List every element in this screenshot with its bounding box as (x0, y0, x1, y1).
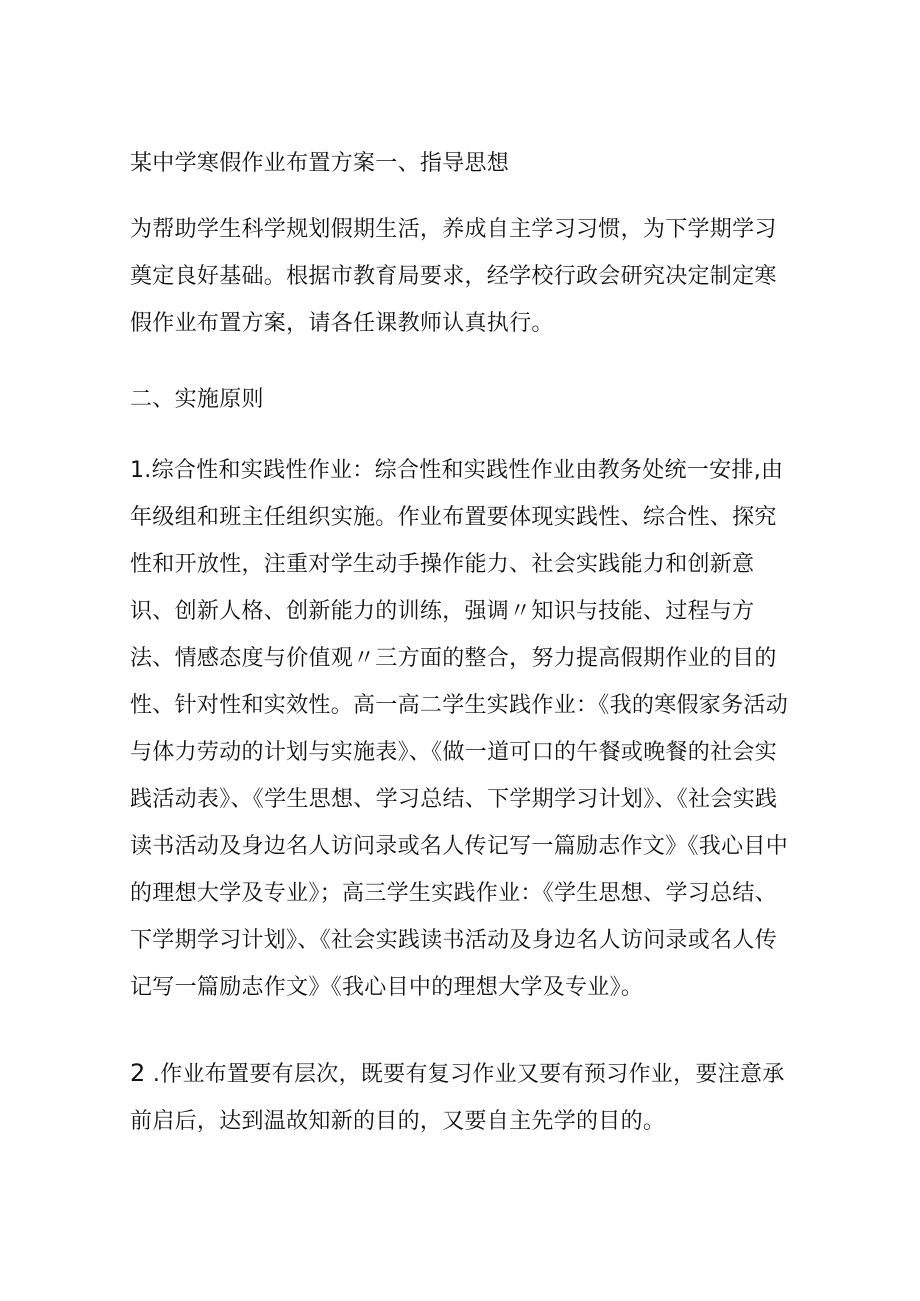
section-heading-implementation-principles: 二、实施原则 (130, 387, 264, 412)
item-2-number: 2 (130, 1059, 146, 1087)
principle-item-2 (130, 1050, 795, 1145)
item-1-number: 1. (130, 458, 152, 483)
item-1-text: 综合性和实践性作业：综合性和实践性作业由教务处统一安排,由年级组和班主任组织实施。作业布置要体现实践性、综合性、探究性和开放性，注重对学生动手操作能力、社会实践能力和创新意识、创新人格、创新能力的训练，强调〃知识与技能、过程与方法、情感态度与价值观〃三方面的整合，努力提高假期作业的目的性、针对性和实效性。高一高二学生实践作业：《我的寒假家务活动与体力劳动的计划与实施表》、《做一道可口的午餐或晚餐的社会实践活动表》、《学生思想、学习总结、下学期学习计划》、《社会实践读书活动及身边名人访问录或名人传记写一篇励志作文》《我心目中的理想大学及专业》；高三学生实践作业：《学生思想、学习总结、下学期学习计划》、《社会实践读书活动及身边名人访问录或名人传记写一篇励志作文》《我心目中的理想大学及专业》。 (130, 458, 789, 1000)
item-2-text: .作业布置要有层次，既要有复习作业又要有预习作业，要注意承前启后，达到温故知新的目的，又要自主先学的目的。 (130, 1062, 785, 1134)
document-title-line: 某中学寒假作业布置方案一、指导思想 (130, 151, 510, 176)
guiding-ideology-paragraph: 为帮助学生科学规划假期生活，养成自主学习习惯，为下学期学习奠定良好基础。根据市教育局要求，经学校行政会研究决定制定寒假作业布置方案，请各任课教师认真执行。 (130, 217, 777, 336)
principle-item-1 (130, 447, 795, 1011)
